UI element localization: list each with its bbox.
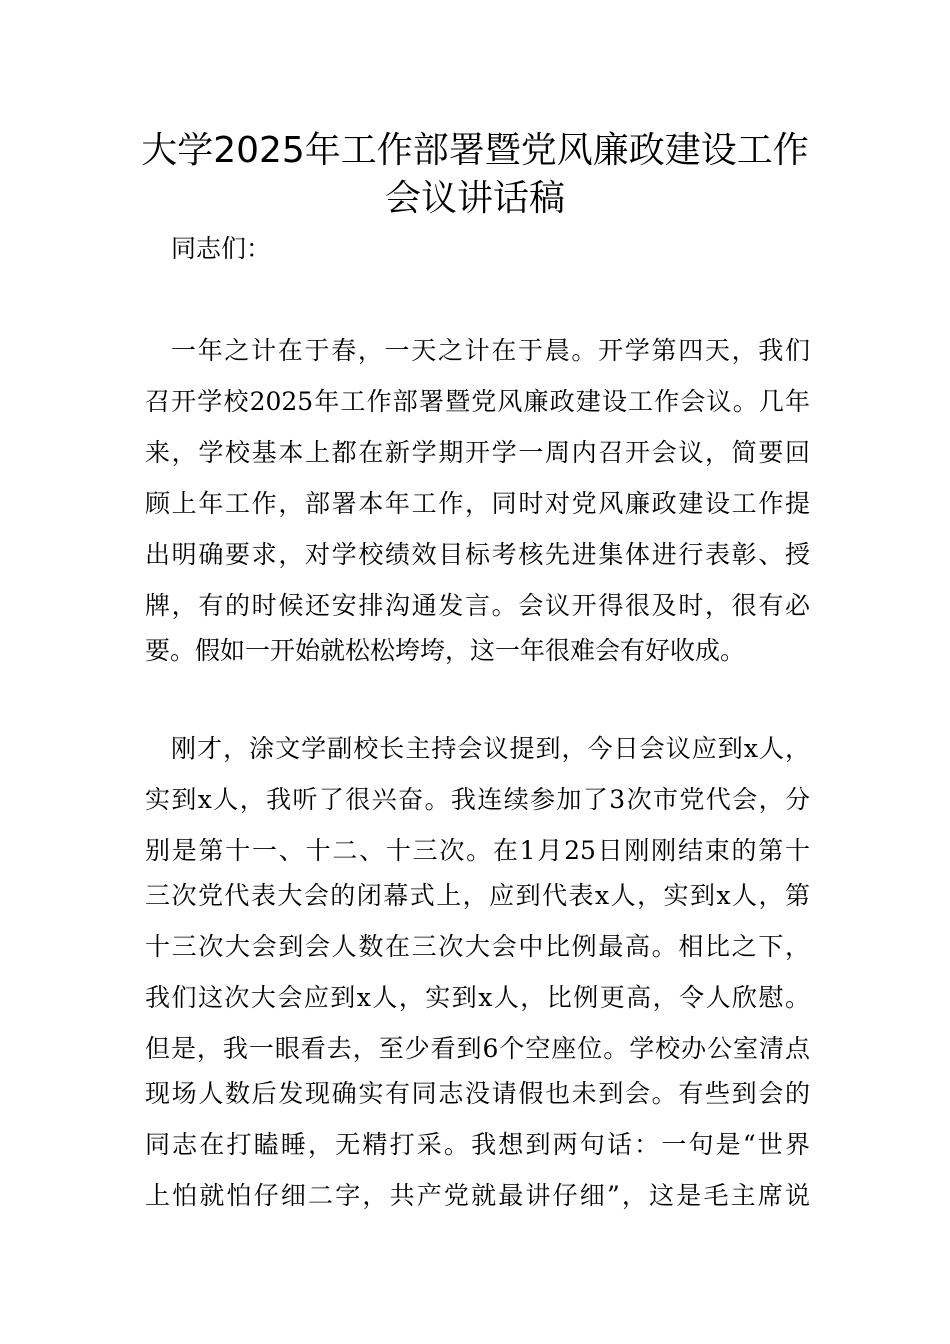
paragraph-2-line: 刚才，涂文学副校长主持会议提到，今日会议应到x人， (171, 734, 810, 763)
document-title-line-1: 大学2025年工作部署暨党风廉政建设工作 (141, 130, 809, 171)
paragraph-1-line: 要。假如一开始就松松垮垮，这一年很难会有好收成。 (145, 636, 746, 665)
paragraph-2-line: 现场人数后发现确实有同志没请假也未到会。有些到会的 (145, 1079, 810, 1108)
paragraph-1-line: 召开学校2025年工作部署暨党风廉政建设工作会议。几年 (145, 387, 810, 416)
paragraph-1-line: 顾上年工作，部署本年工作，同时对党风廉政建设工作提 (145, 489, 810, 518)
paragraph-2-line: 我们这次大会应到x人，实到x人，比例更高，令人欣慰。 (145, 983, 810, 1012)
document-title-line-2: 会议讲话稿 (384, 178, 565, 219)
paragraph-2-line: 上怕就怕仔细二字，共产党就最讲仔细”，这是毛主席说 (145, 1181, 810, 1210)
salutation: 同志们： (171, 234, 272, 263)
paragraph-2-line: 别是第十一、十二、十三次。在1月25日刚刚结束的第十 (145, 836, 810, 865)
paragraph-2-line: 十三次大会到会人数在三次大会中比例最高。相比之下， (145, 932, 810, 961)
paragraph-1-line: 一年之计在于春，一天之计在于晨。开学第四天，我们 (171, 336, 810, 365)
paragraph-1-line: 出明确要求，对学校绩效目标考核先进集体进行表彰、授 (145, 540, 810, 569)
paragraph-2-line: 实到x人，我听了很兴奋。我连续参加了3次市党代会，分 (145, 785, 810, 814)
paragraph-1-line: 牌，有的时候还安排沟通发言。会议开得很及时，很有必 (145, 591, 810, 620)
paragraph-2-line: 但是，我一眼看去，至少看到6个空座位。学校办公室清点 (145, 1034, 810, 1063)
paragraph-2-line: 同志在打瞌睡，无精打采。我想到两句话：一句是“世界 (145, 1130, 810, 1159)
paragraph-1-line: 来，学校基本上都在新学期开学一周内召开会议，简要回 (145, 438, 810, 467)
paragraph-2-line: 三次党代表大会的闭幕式上，应到代表x人，实到x人，第 (145, 881, 810, 910)
